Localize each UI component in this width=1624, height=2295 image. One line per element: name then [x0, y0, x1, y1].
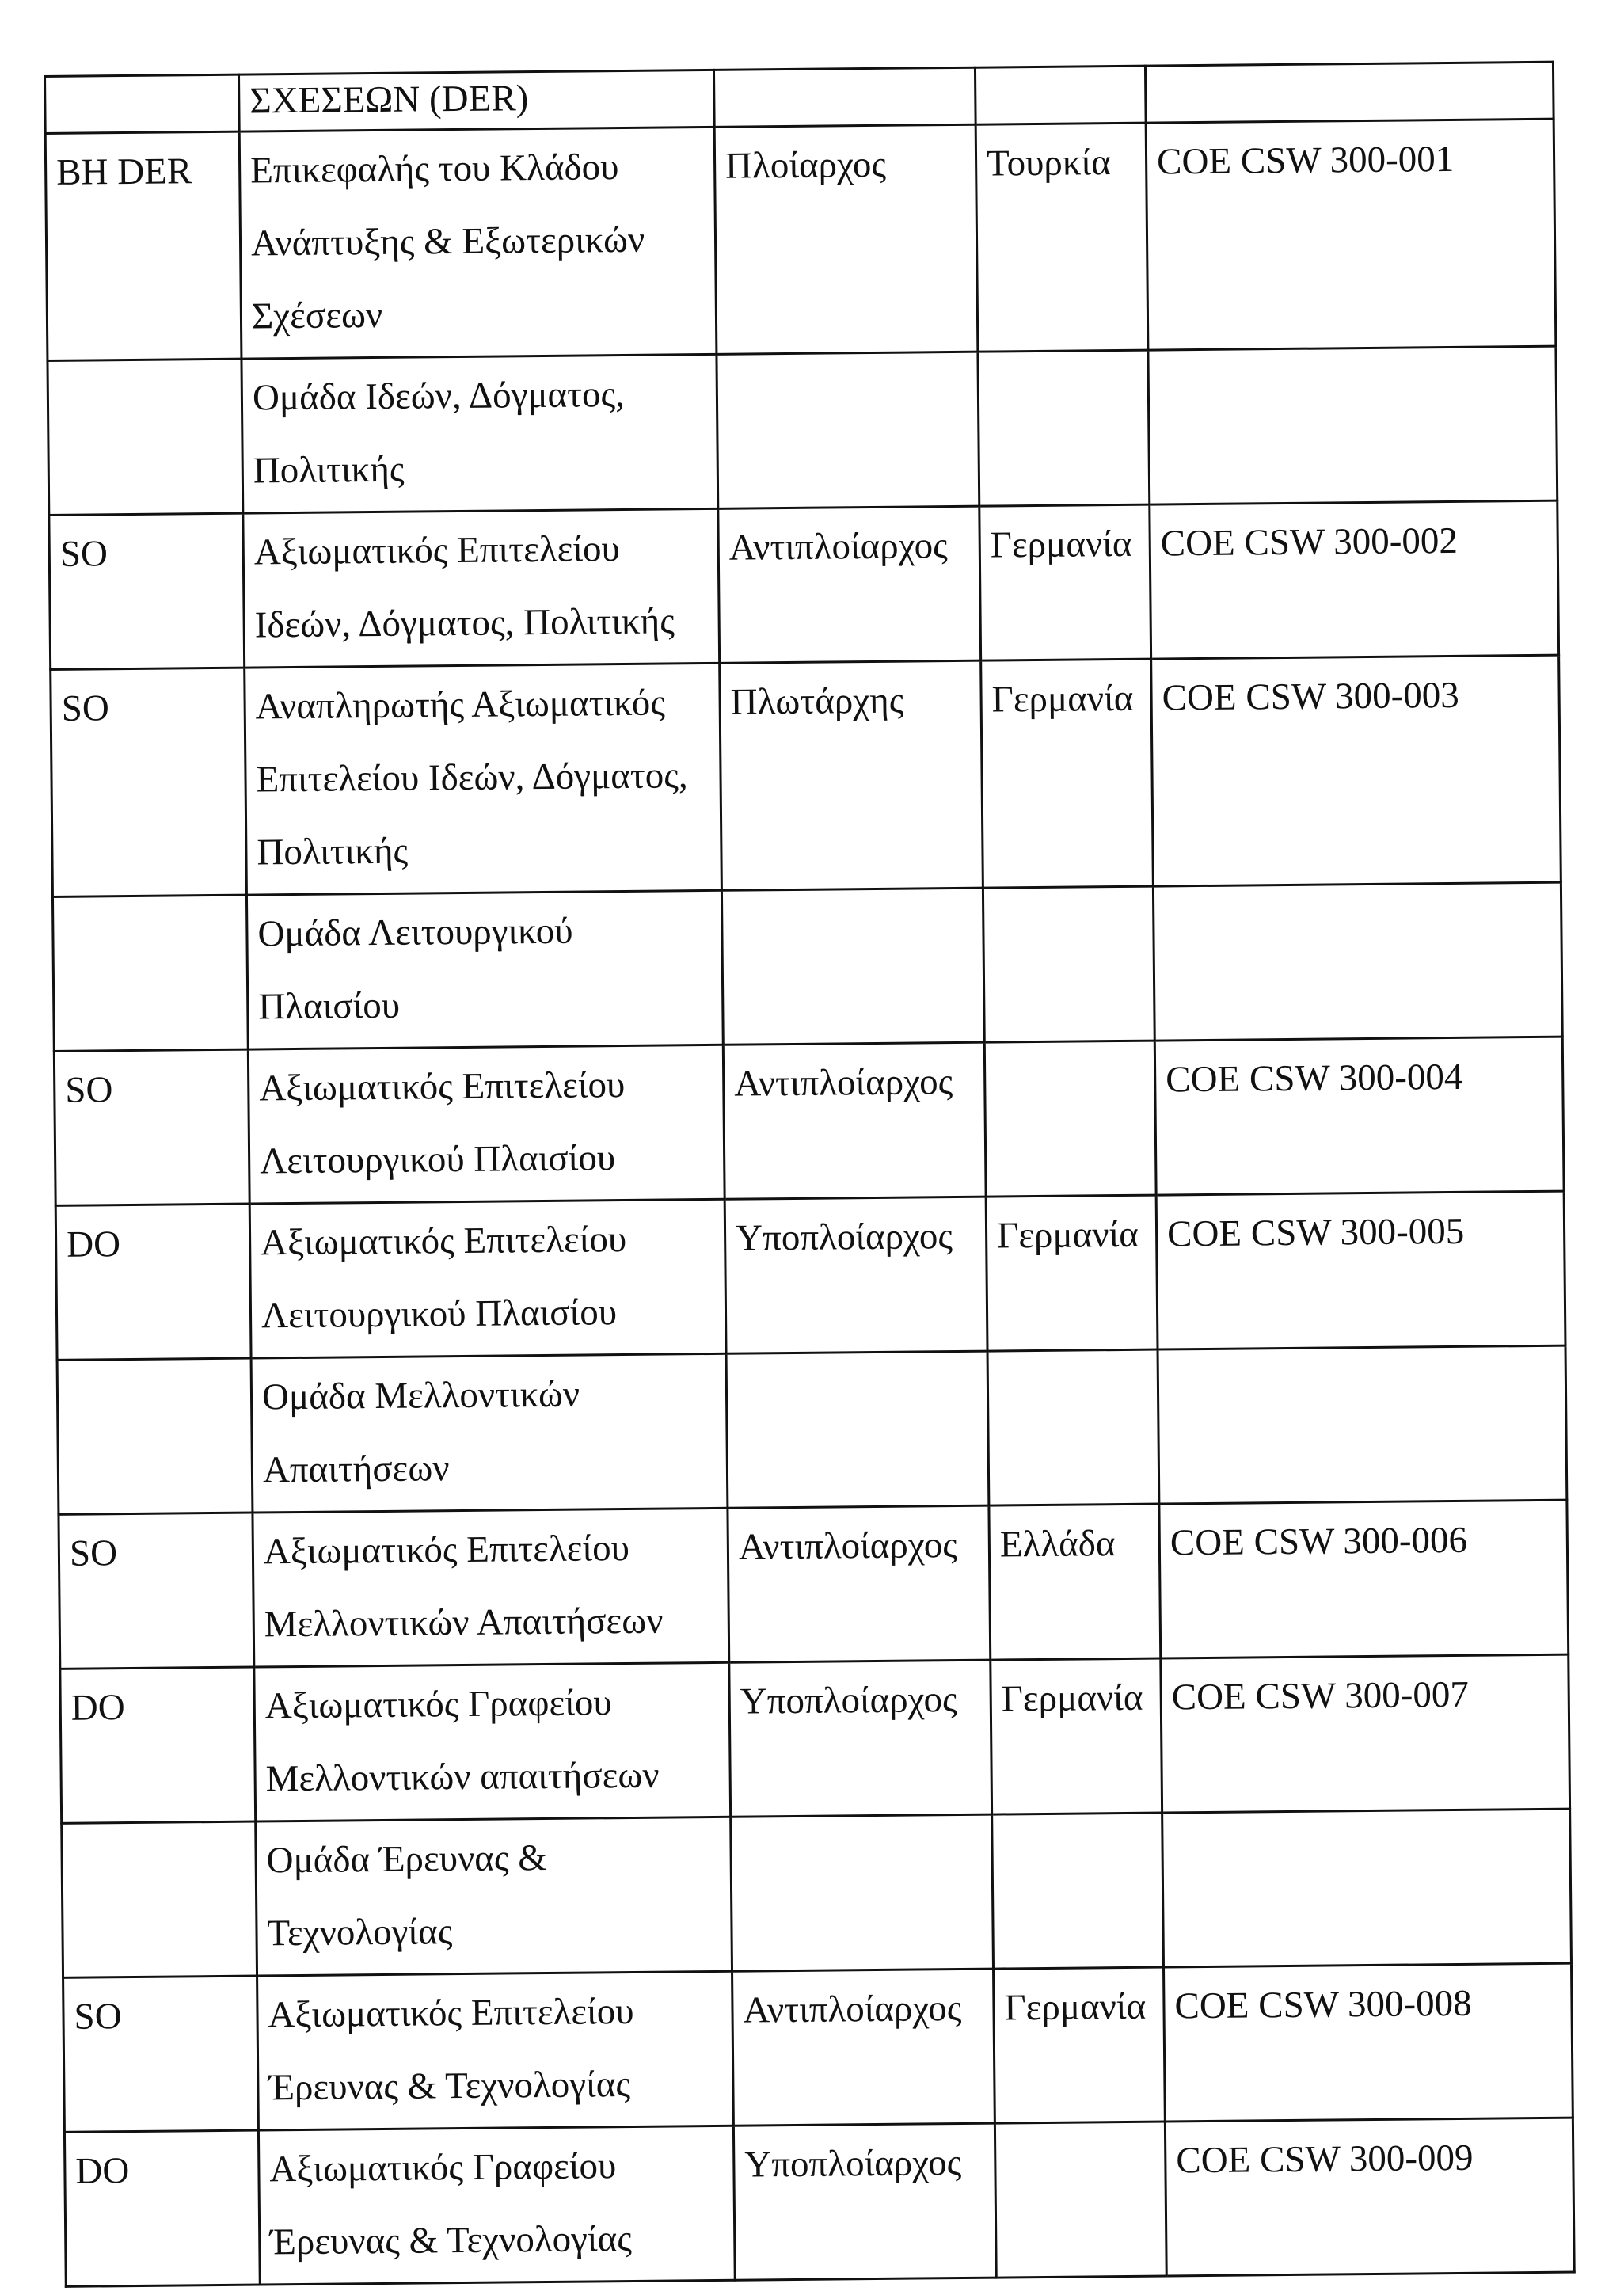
cell-post: COE CSW 300-004 [1154, 1037, 1564, 1195]
cell-post: COE CSW 300-009 [1165, 2118, 1574, 2276]
cell-rank [731, 1814, 994, 1971]
cell-rank: Αντιπλοίαρχος [723, 1042, 986, 1199]
cell-code: BH DER [45, 131, 242, 360]
cell-post [1148, 346, 1557, 504]
cell-code: DO [60, 1667, 256, 1823]
cell-title: ΣΧΕΣΕΩΝ (DER) [239, 70, 715, 131]
cell-code [52, 895, 248, 1051]
cell-rank [713, 67, 976, 127]
cell-rank [717, 352, 979, 508]
table-row [55, 1191, 1565, 1360]
cell-title: Αξιωματικός Επιτελείου Μελλοντικών Απαιτήσεων [253, 1508, 729, 1667]
cell-country [987, 1349, 1159, 1505]
cell-post [1158, 1345, 1567, 1504]
cell-title: Αξιωματικός Επιτελείου Ιδεών, Δόγματος, Πολιτικής [243, 508, 720, 668]
cell-rank: Υποπλοίαρχος [729, 1660, 992, 1817]
cell-country: Ελλάδα [989, 1504, 1161, 1660]
cell-country: Γερμανία [991, 1658, 1162, 1814]
cell-country: Τουρκία [976, 123, 1148, 352]
cell-country: Γερμανία [981, 659, 1154, 888]
cell-code [62, 1821, 257, 1977]
cell-post [1145, 62, 1554, 123]
cell-rank: Αντιπλοίαρχος [718, 506, 981, 663]
cell-rank: Αντιπλοίαρχος [728, 1505, 991, 1662]
cell-title: Αξιωματικός Γραφείου Έρευνας & Τεχνολογίας [258, 2126, 735, 2285]
table-row [52, 882, 1562, 1051]
cell-title: Αξιωματικός Επιτελείου Λειτουργικού Πλαισίου [248, 1045, 725, 1204]
cell-title: Αναπληρωτής Αξιωματικός Επιτελείου Ιδεών, Δόγματος, Πολιτικής [245, 663, 722, 895]
cell-code [57, 1358, 253, 1514]
table-row [63, 1963, 1573, 2132]
cell-post [1153, 882, 1562, 1041]
cell-country [978, 350, 1150, 506]
table-row [48, 346, 1557, 515]
cell-title: Ομάδα Έρευνας & Τεχνολογίας [256, 1817, 732, 1976]
cell-code: DO [64, 2130, 260, 2286]
cell-post: COE CSW 300-008 [1163, 1963, 1573, 2122]
cell-rank: Αντιπλοίαρχος [732, 1969, 995, 2126]
cell-title: Ομάδα Ιδεών, Δόγματος, Πολιτικής [242, 354, 718, 513]
cell-code: DO [55, 1204, 251, 1360]
table-row [60, 1654, 1570, 1823]
cell-code: SO [63, 1976, 259, 2132]
cell-post [1162, 1809, 1572, 1967]
cell-country [992, 1813, 1164, 1969]
cell-code: SO [59, 1513, 254, 1669]
cell-rank [726, 1351, 989, 1508]
cell-title: Ομάδα Λειτουργικού Πλαισίου [246, 890, 723, 1049]
cell-country [975, 66, 1146, 124]
cell-rank [721, 888, 984, 1045]
table-row [51, 655, 1561, 896]
cell-title: Επικεφαλής του Κλάδου Ανάπτυξης & Εξωτερικών Σχέσεων [239, 127, 717, 359]
cell-post: COE CSW 300-002 [1150, 500, 1559, 659]
cell-title: Αξιωματικός Επιτελείου Λειτουργικού Πλαισίου [249, 1199, 726, 1358]
cell-code [45, 74, 240, 133]
table-row [57, 1345, 1567, 1514]
cell-country: Γερμανία [994, 1967, 1166, 2123]
cell-rank: Υποπλοίαρχος [725, 1197, 987, 1353]
staff-positions-table [44, 61, 1576, 2288]
cell-rank: Πλοίαρχος [714, 124, 978, 354]
cell-rank: Υποπλοίαρχος [733, 2123, 996, 2280]
cell-post: COE CSW 300-003 [1151, 655, 1561, 886]
table-row [45, 119, 1556, 360]
table-row [49, 500, 1559, 669]
table-row [54, 1037, 1564, 1205]
cell-code: SO [51, 668, 247, 896]
table-row [59, 1500, 1569, 1669]
cell-rank: Πλωτάρχης [720, 660, 983, 890]
table-row [62, 1809, 1572, 1977]
cell-country [983, 886, 1154, 1042]
cell-title: Ομάδα Μελλοντικών Απαιτήσεων [251, 1353, 728, 1513]
cell-code: SO [49, 513, 245, 669]
cell-country [995, 2122, 1166, 2278]
cell-country: Γερμανία [986, 1195, 1158, 1351]
cell-post: COE CSW 300-007 [1161, 1654, 1570, 1813]
cell-country [984, 1041, 1156, 1197]
cell-code [48, 359, 243, 515]
cell-title: Αξιωματικός Γραφείου Μελλοντικών απαιτήσεων [254, 1662, 731, 1821]
cell-country: Γερμανία [979, 504, 1151, 660]
table-body [45, 62, 1575, 2286]
cell-post: COE CSW 300-005 [1156, 1191, 1565, 1349]
cell-code: SO [54, 1049, 249, 1205]
cell-post: COE CSW 300-001 [1146, 119, 1556, 350]
table-row [64, 2118, 1574, 2286]
cell-post: COE CSW 300-006 [1159, 1500, 1569, 1658]
cell-title: Αξιωματικός Επιτελείου Έρευνας & Τεχνολογίας [257, 1971, 734, 2130]
